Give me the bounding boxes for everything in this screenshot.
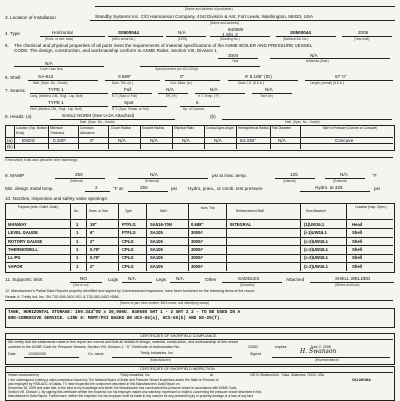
seams-courses: 6 <box>196 100 199 105</box>
hydro-unit: psi <box>374 186 380 191</box>
nozzle-cell-purpose: ROTORY GAUGE <box>8 238 43 244</box>
hydro-value: Hydro. at 325 <box>315 185 343 190</box>
code-year: 2004 <box>228 53 239 58</box>
heads-row-a-conical: N/A <box>214 138 222 143</box>
nozzle-cell-reinf: INTEGRAL <box>230 221 252 227</box>
shell-thk: 0.589" <box>118 74 132 79</box>
heads-col-location: Location (Top, Bottom, Ends) <box>16 126 48 135</box>
nozzle-cell-no: 1 <box>76 247 79 252</box>
nozzle-cell-thk: 3000# <box>191 255 203 261</box>
mawp-temp2: N/A <box>340 172 348 177</box>
item12-text: 12. Manufacturer's Partial Data Reports properly identified and signed by Commissioned Inspectors, have been furnished for the following items of the report: <box>5 289 255 293</box>
remarks-line2: NON-CORROSIVE SERVICE. LINE 9: MDMT/PSI BASED ON UCS-66(a), UCS-66(b) AND UG-20(f). <box>8 316 223 321</box>
lugs-label: Lugs <box>108 277 118 282</box>
heads-col-crown: Crown Radius <box>111 126 132 130</box>
nozzle-cell-location: Head <box>352 221 363 227</box>
case-caption: Code Case Nos. <box>40 67 64 71</box>
heads-col-elliptical: Elliptical Ratio <box>174 126 195 130</box>
legs-value: N/A <box>176 276 184 281</box>
nb-value: S0500044 <box>290 30 311 35</box>
seams-ht-caption: H.T. Temp. (°F) <box>198 94 220 98</box>
attached-caption: (Where and how) <box>335 283 360 287</box>
insp-line-a-addr: 100 N. Stratford Ave., Tulsa, Oklahoma, 74120, USA <box>250 373 325 377</box>
mdmt-pressure: 250 <box>140 185 148 190</box>
nozzle-cell-no: 1 <box>76 230 79 236</box>
nozzle-cell-how: (i-1)UW16.1 <box>304 230 327 236</box>
co-label: Co. name <box>88 352 104 356</box>
heads-a-caption: Matl. (Spec. No., Grade) <box>80 120 115 124</box>
heads-col-conical: Conical Apex Angle <box>206 126 234 130</box>
nozzle-col-no: No. <box>74 209 79 213</box>
bolts-note: If removable, bolts used (describe other fastenings) <box>5 158 78 162</box>
nozzle-col-reinf: Reinforcement Mat'l. <box>236 209 266 213</box>
case-value: N/A <box>45 61 53 66</box>
mdmt-unit: °F at <box>113 186 123 191</box>
insp-line-a-label: Vessel constructed by <box>8 373 40 377</box>
mdmt-pressure-unit: psi <box>171 186 177 191</box>
signed-label: Signed <box>250 352 262 356</box>
mawp-int-caption: (Internal) <box>70 179 83 183</box>
year-value: 2005 <box>358 30 369 35</box>
nozzle-cell-diam: 2" <box>90 263 95 269</box>
shell-material-caption: Matl. (Spec. No., Grade) <box>33 81 68 85</box>
heads-col-corr: Corrosion Allowance <box>80 126 95 135</box>
mfr-caption: (Manufacturer) <box>150 358 171 362</box>
heads-a-material: SA612 NORM (See U-2A Attached) <box>62 113 135 118</box>
insp-line1: I, the undersigned, holding a valid commission issued by The National Board of Boiler and Pressure Vessel Inspectors and/or the State or Province of <box>8 377 219 382</box>
nozzle-cell-thk: 3000# <box>191 247 203 252</box>
heads-row-a-corr: 0" <box>90 138 95 143</box>
insp-line3: December 28, 2005 and state that, to the best of my knowledge and belief, the Manufacturer has constructed this pressure vessel in accordance with ASME Code, <box>8 385 238 390</box>
nozzle-cell-type: PTFLG <box>122 230 136 236</box>
nozzle-cell-matl: SA105 <box>150 247 163 252</box>
shell-material: SA-612 <box>38 74 54 79</box>
nozzle-cell-type: CPLG <box>122 255 134 261</box>
item5-label: 5. <box>5 43 9 48</box>
nozzle-cell-thk: 0.688" <box>191 221 204 227</box>
nozzle-col-type: Type <box>125 209 132 213</box>
date-value: 12/28/2005 <box>28 352 46 356</box>
shell-diam: 9' 6.188" (ID) <box>245 74 272 79</box>
expires-value: June 2, 2008 <box>310 345 331 349</box>
seams-girth-caption: Girth (Welded, Dbl., Sngl., Lap, Butt) <box>30 107 82 111</box>
nozzle-cell-how: (c-2)UW16.1 <box>304 238 328 244</box>
insp-line5: Manufacturer's Data Report. Furthermore, neither the Inspector nor his employer shall be liable in any manner for any personal injury or property damage or a loss of any kind <box>8 393 254 398</box>
heads-b-label: (b) <box>210 114 216 119</box>
insp-line-a-value: Trinity Industries, Inc. <box>120 373 151 377</box>
remarks-line1: TANK, HORIZONTAL STORAGE: 109.344"OD x 30,000U. 840580 SHT 1 - 2 SHT 2 2 - TO BE USED IN A <box>8 310 241 315</box>
nozzle-cell-how: (c-2)UW16.1 <box>304 263 328 269</box>
orientation-caption: (Horiz. or vert. tank) <box>45 37 74 41</box>
seams-label: 7. Seams: <box>5 88 26 93</box>
insp-line4: Section VIII, Division 1. By signing this certificate neither the Inspector nor his employer makes any warranty, expressed or implied, concerning the pressure vessel described in this <box>8 389 262 394</box>
seams-eff1: N/A <box>166 87 174 92</box>
heads-row-a-hemi: 54.335" <box>240 138 256 143</box>
seams-rt1: Full <box>124 87 132 92</box>
crn-value: N/A <box>178 30 186 35</box>
mdmt-label: Min. design metal temp. <box>5 186 54 191</box>
seams-eff1-caption: Eff. (%) <box>166 94 177 98</box>
nozzle-cell-location: Shell <box>352 247 363 252</box>
mawp-temp1-caption: (Internal) <box>283 179 296 183</box>
attached-value: SHELL WELDED <box>335 276 371 281</box>
shell-length: 57' 0" <box>335 74 347 79</box>
nozzle-col-thk: Nom. Thk. <box>200 206 216 210</box>
heads-col-side: Side to Pressure (Convex or Concave) <box>322 126 378 130</box>
nozzle-cell-thk: 3000# <box>191 263 203 269</box>
skirt-value: NO <box>80 276 87 281</box>
nozzle-cell-diam: 18" <box>90 221 97 227</box>
supports-label: 11. Supports: Skirt <box>5 277 43 282</box>
nozzle-cell-location: Shell <box>352 255 363 261</box>
seams-rt2: Spot <box>124 100 134 105</box>
seams-courses-caption: No. of Courses <box>183 107 205 111</box>
nozzle-cell-matl: SA105 <box>150 263 163 269</box>
expires-label: expires <box>275 345 287 349</box>
drawing-rev: 1 Sht. 2 <box>222 31 238 37</box>
insp-state: OKLAHOMA <box>352 377 371 382</box>
nozzle-cell-diam: 6" <box>90 230 95 236</box>
nozzle-cell-location: Shell <box>352 238 363 244</box>
nozzle-cell-how: (c-2)UW16.1 <box>304 255 328 261</box>
special-caption: Special service per UG-120(d) <box>155 67 198 71</box>
nozzle-cell-purpose: VAPOR <box>8 263 23 269</box>
nozzle-cell-diam: 0.75" <box>90 247 101 252</box>
drawing-value: 840580 <box>228 27 244 32</box>
shell-length-caption: Length (overall) (ft & in.) <box>310 81 345 85</box>
seams-ht: N/A <box>210 87 218 92</box>
nozzle-cell-matl: SA105 <box>150 230 163 236</box>
nozzle-col-location: Location (Insp. Open.) <box>355 205 387 209</box>
nozzle-cell-matl: SA105 <box>150 255 163 261</box>
heads-row-a-location: ENDS <box>22 138 35 143</box>
addenda-value: N/A <box>310 53 318 58</box>
heads-b-caption: Matl. (Spec. No., Grade) <box>285 120 320 124</box>
nozzle-cell-purpose: LEVEL GAUGE <box>8 230 38 236</box>
location-value: Standby Systems Inc. C/O Harmanson Company, 41st Division & Ant, Fort Lewis, Washington, 98433, USA <box>95 14 314 19</box>
seams-time-caption: Time (hr) <box>260 94 273 98</box>
serial-caption: (Mfr's serial No.) <box>112 37 136 41</box>
mawp-ext: N/A <box>150 172 158 177</box>
auth-no: 33352 <box>248 345 258 349</box>
seams-rt2-caption: R.T. (Spot, Partial, or Full) <box>112 107 149 111</box>
shell-corr: 0" <box>180 74 185 79</box>
nozzle-cell-matl: SA105 <box>150 238 163 244</box>
remarks-caption: (Name of part, item number, Mfr's name, and identifying stamp) <box>120 301 210 305</box>
nozzle-cell-how: (c-2)UW16.1 <box>304 247 328 252</box>
nozzle-cell-type: CPLG <box>122 247 134 252</box>
nozzle-cell-no: 1 <box>76 238 79 244</box>
other-caption: (Describe) <box>240 283 255 287</box>
mawp-label: 9. MAWP <box>5 173 25 178</box>
shell-diam-caption: Diam. I.D. (ft & in.) <box>238 81 265 85</box>
shell-corr-caption: Corr. Allow. (in.) <box>170 81 193 85</box>
nozzle-cell-location: Shell <box>352 263 363 269</box>
other-label: Other <box>205 277 217 282</box>
legs-label: Legs <box>156 277 166 282</box>
nozzle-cell-type: PTFLG <box>122 221 136 227</box>
item5-text1: The chemical and physical properties of all parts meet the requirements of material specifications of the ASME BOILER AND PRESSURE VESSEL <box>14 43 313 48</box>
nozzle-cell-diam: 0.75" <box>90 255 101 261</box>
shell-label: 6. Shell: <box>5 75 22 80</box>
seams-rt1-caption: R.T. (Spot or Full) <box>112 94 137 98</box>
nozzle-col-matl: Mat'l. <box>160 209 168 213</box>
nozzle-cell-how: (1)UW16.1 <box>304 221 325 227</box>
heads-row-a-crown: N/A <box>118 138 126 143</box>
insp-line-a-at: at <box>210 373 213 377</box>
year-caption: (Year built) <box>354 37 370 41</box>
heads-col-flat: Flat Diameter <box>272 126 292 130</box>
hydro-label: Hydro, pneu., or comb. test pressure <box>188 186 263 191</box>
heads-row-a-flat: N/A <box>278 138 286 143</box>
mawp-at-max: psi at max. temp. <box>212 173 247 178</box>
nozzle-col-how: How Attached <box>306 209 326 213</box>
location-label: 3. Location of Installation <box>5 15 56 20</box>
insp-line2: and employed by HSB-ALIC of Dallas, TX have inspected the component described in this Manufacturer's Data Report on <box>8 381 180 386</box>
shop-compliance-line2: conform to the ASME Code for Pressure Vessels, Section VIII, Division 1. "U" Certificate of Authorization No. <box>8 345 181 349</box>
heads-row-a-elliptical: N/A <box>182 138 190 143</box>
drawing-caption: (Drawing No.) <box>220 37 240 41</box>
mawp-temp2-caption: (External) <box>333 179 347 183</box>
attached-label: Attached <box>286 277 305 282</box>
company-value: Trinity Industries, Inc. <box>140 351 175 355</box>
addenda-caption: Addenda (Date) <box>306 59 329 63</box>
nozzle-col-diam: Diam. or Size <box>89 209 109 213</box>
nozzle-cell-thk: 3000# <box>191 230 203 236</box>
seams-girth: TYPE 1 <box>48 100 64 105</box>
nozzles-label: 10. Nozzles, inspection and safety valve openings: <box>5 196 108 201</box>
mawp-int: 250 <box>75 172 83 177</box>
mawp-unit: °F <box>372 173 377 178</box>
nozzle-cell-no: 1 <box>76 263 79 269</box>
orientation-value: Horizontal <box>52 30 73 35</box>
heads-col-minthk: Minimum Thickness <box>50 126 65 135</box>
heads-row-a-side: Concave <box>335 138 354 143</box>
heads-row-b-label: (b) <box>7 144 13 149</box>
location-caption: (Name and address) <box>210 21 240 25</box>
shop-compliance-line1: We certify that the statements made in this report are correct and that all details of design, material, construction, and workmanship of this vessel <box>8 340 239 344</box>
nozzle-cell-thk: 3000# <box>191 238 203 244</box>
purchaser-caption: (Name and address of purchaser) <box>185 7 233 11</box>
rep-caption: (Representative) <box>315 358 339 362</box>
nozzle-cell-purpose: LL-PG <box>8 255 21 261</box>
nozzle-cell-diam: 2" <box>90 238 95 244</box>
nozzle-col-purpose: Purpose (Inlet, Outlet, Drain) <box>17 205 59 209</box>
code-year-caption: Year <box>232 59 239 63</box>
heads-row-a-minthk: 0.330" <box>53 138 67 143</box>
seams-long: TYPE 1 <box>48 87 64 92</box>
heads-row-a-label: (a) <box>7 138 13 143</box>
nozzle-cell-purpose: THERMOWELL <box>8 247 39 252</box>
shop-inspection-title: CERTIFICATE OF SHOP/FIELD INSPECTION <box>140 367 215 371</box>
mdmt-value: 2 <box>95 185 98 190</box>
purchaser-line <box>95 6 395 7</box>
nb-caption: (National Bd. No.) <box>283 37 309 41</box>
heads-col-hemi: Hemispherical Radius <box>238 126 270 130</box>
nozzle-cell-matl: SA516-70N <box>150 221 172 227</box>
lugs-value: N/A <box>128 276 136 281</box>
item5-text2: CODE. The design, construction, and workmanship conform to ASME Rules, Section VIII, Division 1 <box>14 48 217 53</box>
serial-value: S0500044 <box>118 30 139 35</box>
crn-caption: (CRN) <box>178 37 188 41</box>
date-label: Date <box>8 352 16 356</box>
seams-time: N/A <box>265 87 273 92</box>
nozzle-cell-no: 1 <box>76 255 79 261</box>
nozzle-cell-purpose: MANWAY <box>8 221 27 227</box>
shop-compliance-title: CERTIFICATE OF SHOP/FIELD COMPLIANCE <box>140 334 217 338</box>
heads-col-knuckle: Knuckle Radius <box>142 126 165 130</box>
shell-thk-caption: Nom. Thk. (in.) <box>112 81 134 85</box>
nozzle-cell-location: Shell <box>352 230 363 236</box>
nozzle-cell-type: CPLG <box>122 238 134 244</box>
mawp-ext-caption: (External) <box>145 179 159 183</box>
skirt-caption: (Yes or no) <box>73 283 89 287</box>
heads-row-a-knuckle: N/A <box>150 138 158 143</box>
nozzle-cell-type: CPLG <box>122 263 134 269</box>
signature: H. Swanson <box>300 348 337 355</box>
mawp-temp1: 125 <box>290 172 298 177</box>
seams-long-caption: Long. (Welded, Dbl., Sngl., Lap, Butt) <box>30 94 83 98</box>
other-value: SADDLES <box>238 276 260 281</box>
item12-value: Heads: A. Trinity Ind. Inc. SN T30-006-0401 H21 & T30-083-0402 H388. <box>5 295 120 299</box>
nozzle-cell-no: 1 <box>76 221 79 227</box>
type-label: 4. Type <box>5 31 20 36</box>
heads-label: 8. Heads: (a) <box>5 114 32 119</box>
